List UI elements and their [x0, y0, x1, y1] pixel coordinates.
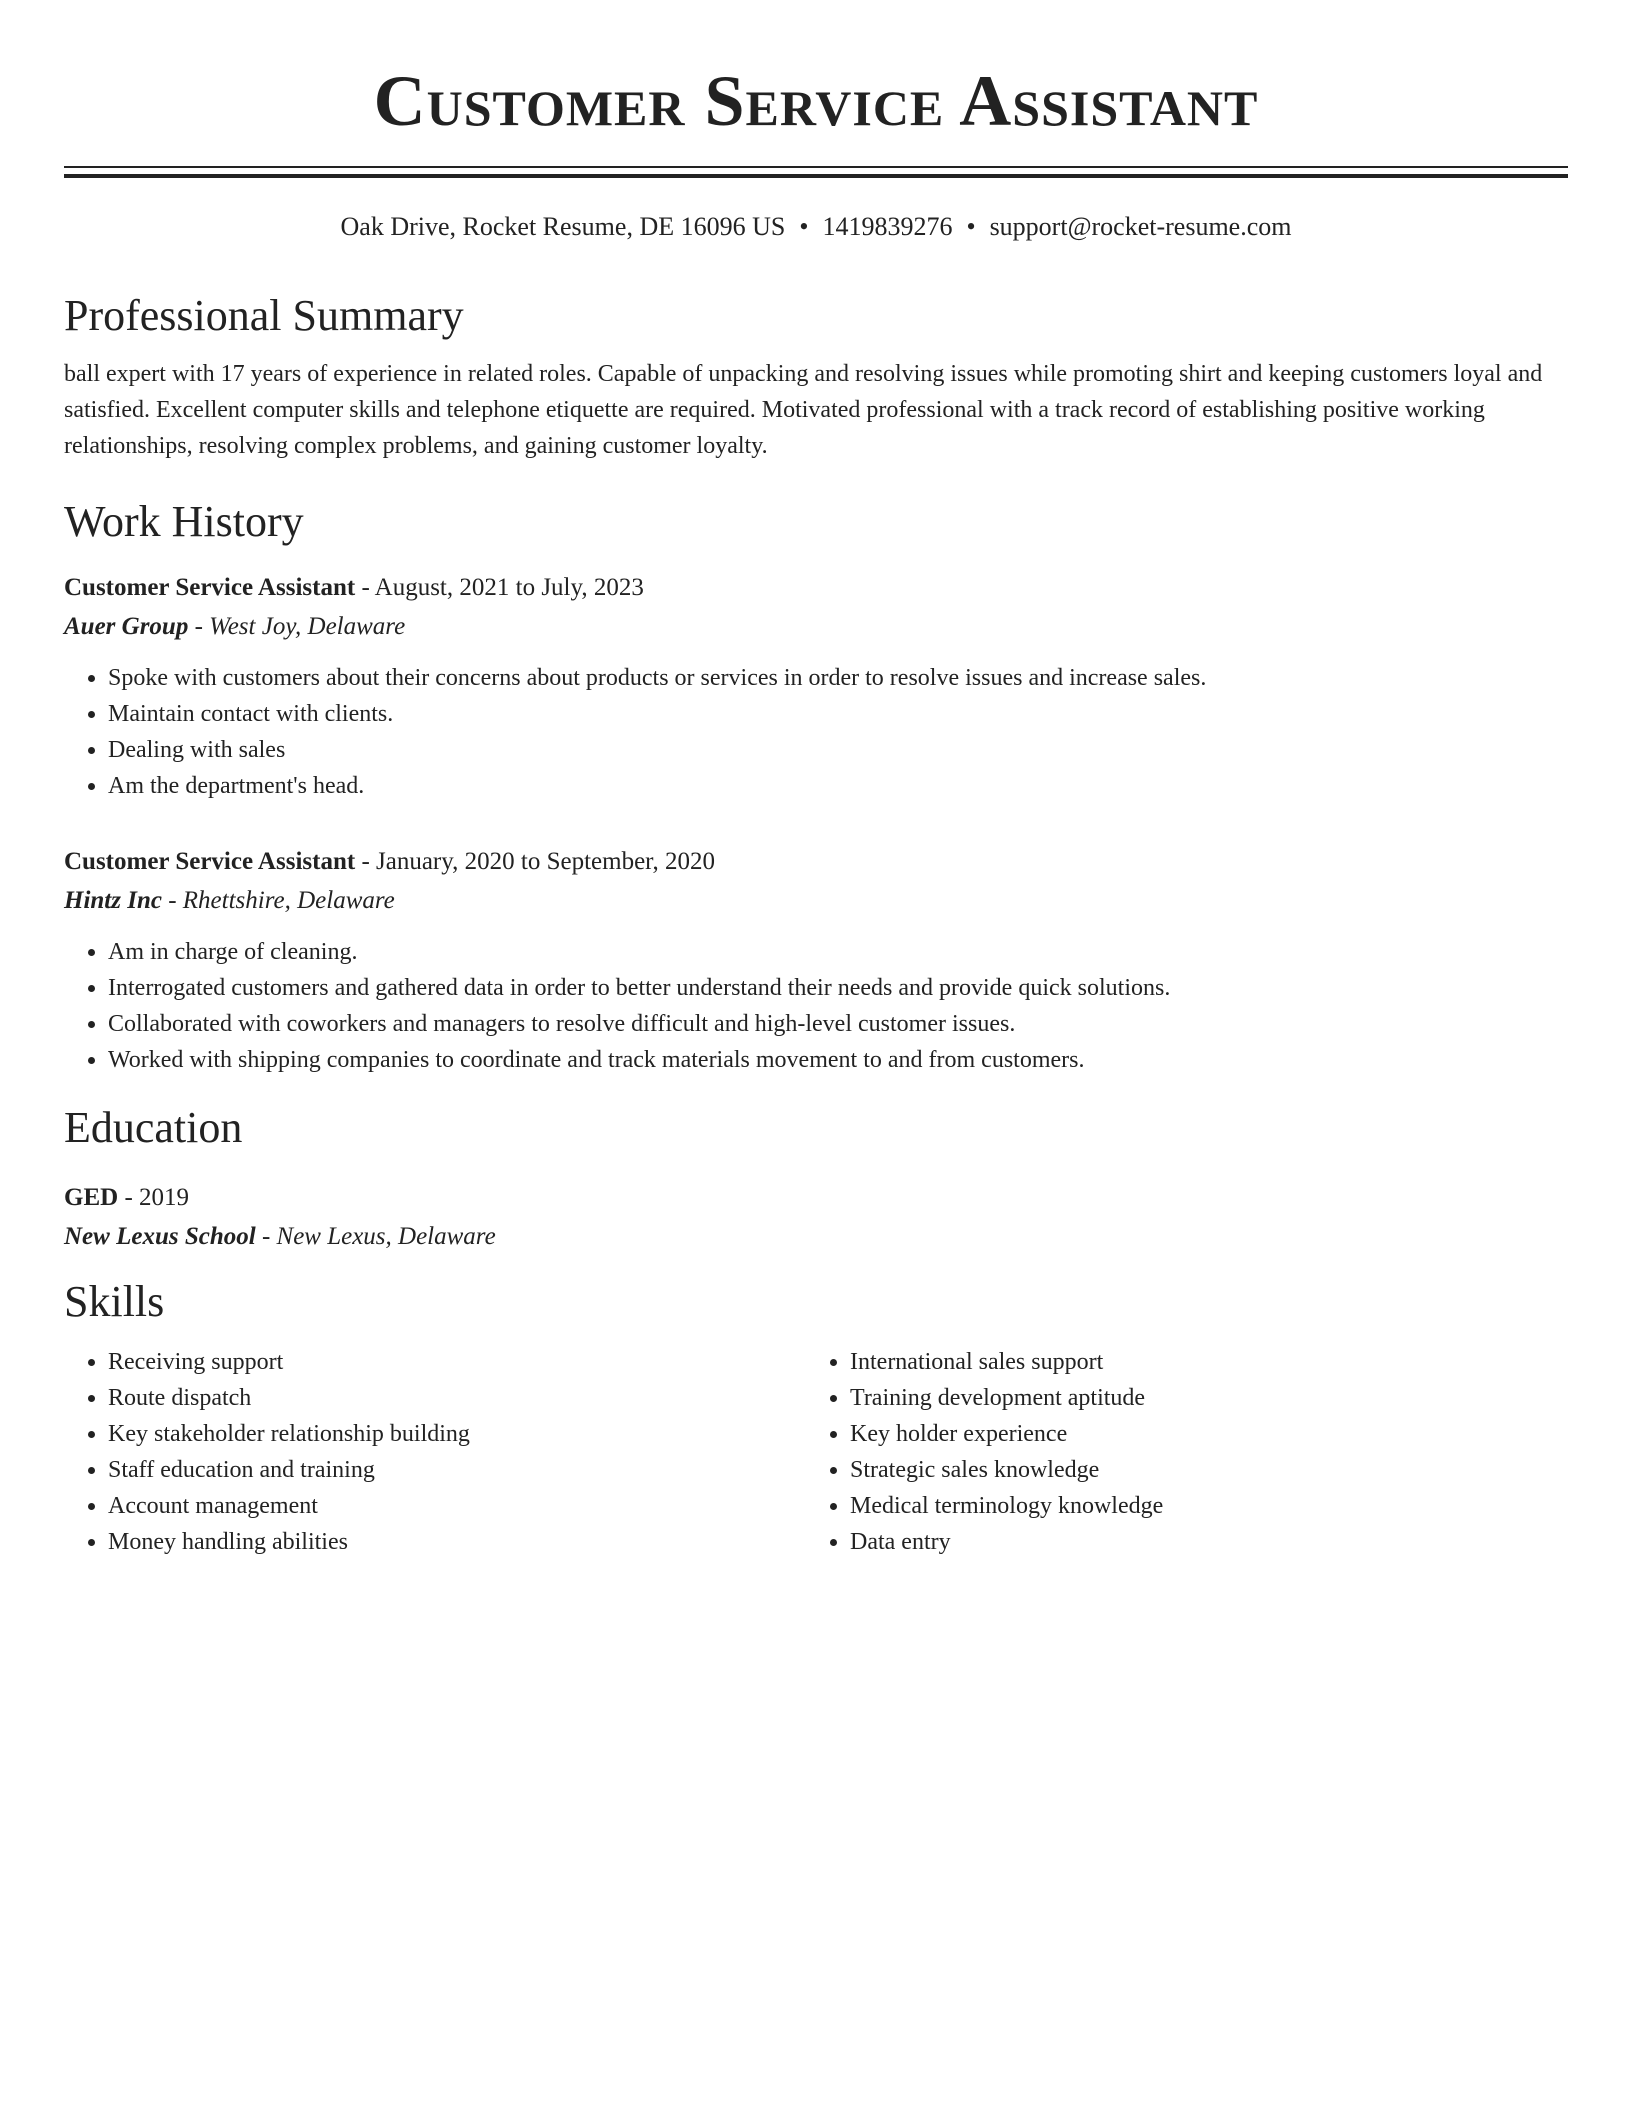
section-heading-summary: Professional Summary	[64, 291, 464, 340]
company-line	[64, 608, 1568, 646]
job-bullet: • Dealing with sales	[108, 732, 1568, 768]
job-bullet: • Spoke with customers about their concerns about products or services in order to resolve issues and increase sales.	[108, 660, 1568, 696]
section-heading-skills: Skills	[64, 1277, 165, 1326]
job-dates: August, 2021 to July, 2023	[374, 574, 644, 601]
title-divider-thick	[64, 174, 1568, 178]
skill-item: • Strategic sales knowledge	[850, 1452, 1548, 1488]
section-heading-education: Education	[64, 1103, 243, 1152]
school-location: New Lexus, Delaware	[276, 1223, 496, 1250]
contact-address: Oak Drive, Rocket Resume, DE 16096 US	[340, 212, 786, 241]
skill-item: • Key stakeholder relationship building	[108, 1416, 806, 1452]
skill-item: • International sales support	[850, 1344, 1548, 1380]
skill-item: • Receiving support	[108, 1344, 806, 1380]
job-entry	[64, 568, 1568, 804]
job-bullet-list	[64, 934, 1568, 1078]
bullet-separator: •	[966, 212, 976, 241]
dash: -	[355, 848, 377, 875]
dash: -	[255, 1223, 277, 1250]
company-line	[64, 882, 1568, 920]
skill-item: • Training development aptitude	[850, 1380, 1548, 1416]
company-location: Rhettshire, Delaware	[182, 887, 395, 914]
skill-item: • Money handling abilities	[108, 1524, 806, 1560]
contact-phone: 1419839276	[822, 212, 953, 241]
company-name: Hintz Inc	[64, 887, 162, 914]
skill-item: • Route dispatch	[108, 1380, 806, 1416]
company-name: Auer Group	[64, 613, 189, 640]
job-bullet: • Worked with shipping companies to coordinate and track materials movement to and from customers.	[108, 1042, 1568, 1078]
skill-item: • Data entry	[850, 1524, 1548, 1560]
summary-text: ball expert with 17 years of experience in related roles. Capable of unpacking and resolving issues while promoting shirt and keeping customers loyal and satisfied. Excellent computer skills and telephone etiquette are required. Motivated professional with a track record of establishing positive working relationships, resolving complex problems, and gaining customer loyalty.	[64, 361, 1543, 459]
bullet-separator: •	[799, 212, 809, 241]
education-entry	[64, 1178, 1568, 1256]
company-location: West Joy, Delaware	[209, 613, 406, 640]
skill-item: • Medical terminology knowledge	[850, 1488, 1548, 1524]
resume-title: Customer Service Assistant	[373, 61, 1259, 141]
degree-line	[64, 1178, 1568, 1218]
job-title: Customer Service Assistant	[64, 574, 356, 601]
job-title-line	[64, 842, 1568, 882]
dash: -	[355, 574, 375, 601]
job-entry	[64, 842, 1568, 1078]
job-bullet: • Am the department's head.	[108, 768, 1568, 804]
skill-item: • Staff education and training	[108, 1452, 806, 1488]
job-title: Customer Service Assistant	[64, 848, 356, 875]
skill-item: • Key holder experience	[850, 1416, 1548, 1452]
contact-email: support@rocket-resume.com	[989, 212, 1292, 241]
dash: -	[118, 1184, 140, 1211]
title-divider-thin	[64, 166, 1568, 168]
school-name: New Lexus School	[64, 1223, 256, 1250]
job-dates: January, 2020 to September, 2020	[376, 848, 715, 875]
job-bullet: • Maintain contact with clients.	[108, 696, 1568, 732]
job-bullet-list	[64, 660, 1568, 804]
skill-item: • Account management	[108, 1488, 806, 1524]
job-bullet: • Interrogated customers and gathered data in order to better understand their needs and provide quick solutions.	[108, 970, 1568, 1006]
skills-list-right	[806, 1344, 1548, 1560]
job-bullet: • Collaborated with coworkers and managers to resolve difficult and high-level customer issues.	[108, 1006, 1568, 1042]
job-bullet: • Am in charge of cleaning.	[108, 934, 1568, 970]
skills-list-left	[64, 1344, 806, 1560]
graduation-year: 2019	[139, 1184, 190, 1211]
job-title-line	[64, 568, 1568, 608]
section-heading-work-history: Work History	[64, 497, 304, 546]
degree: GED	[64, 1184, 119, 1211]
contact-line	[64, 210, 1568, 244]
dash: -	[161, 887, 183, 914]
school-line	[64, 1218, 1568, 1256]
skills-columns	[64, 1340, 1568, 1560]
dash: -	[188, 613, 210, 640]
